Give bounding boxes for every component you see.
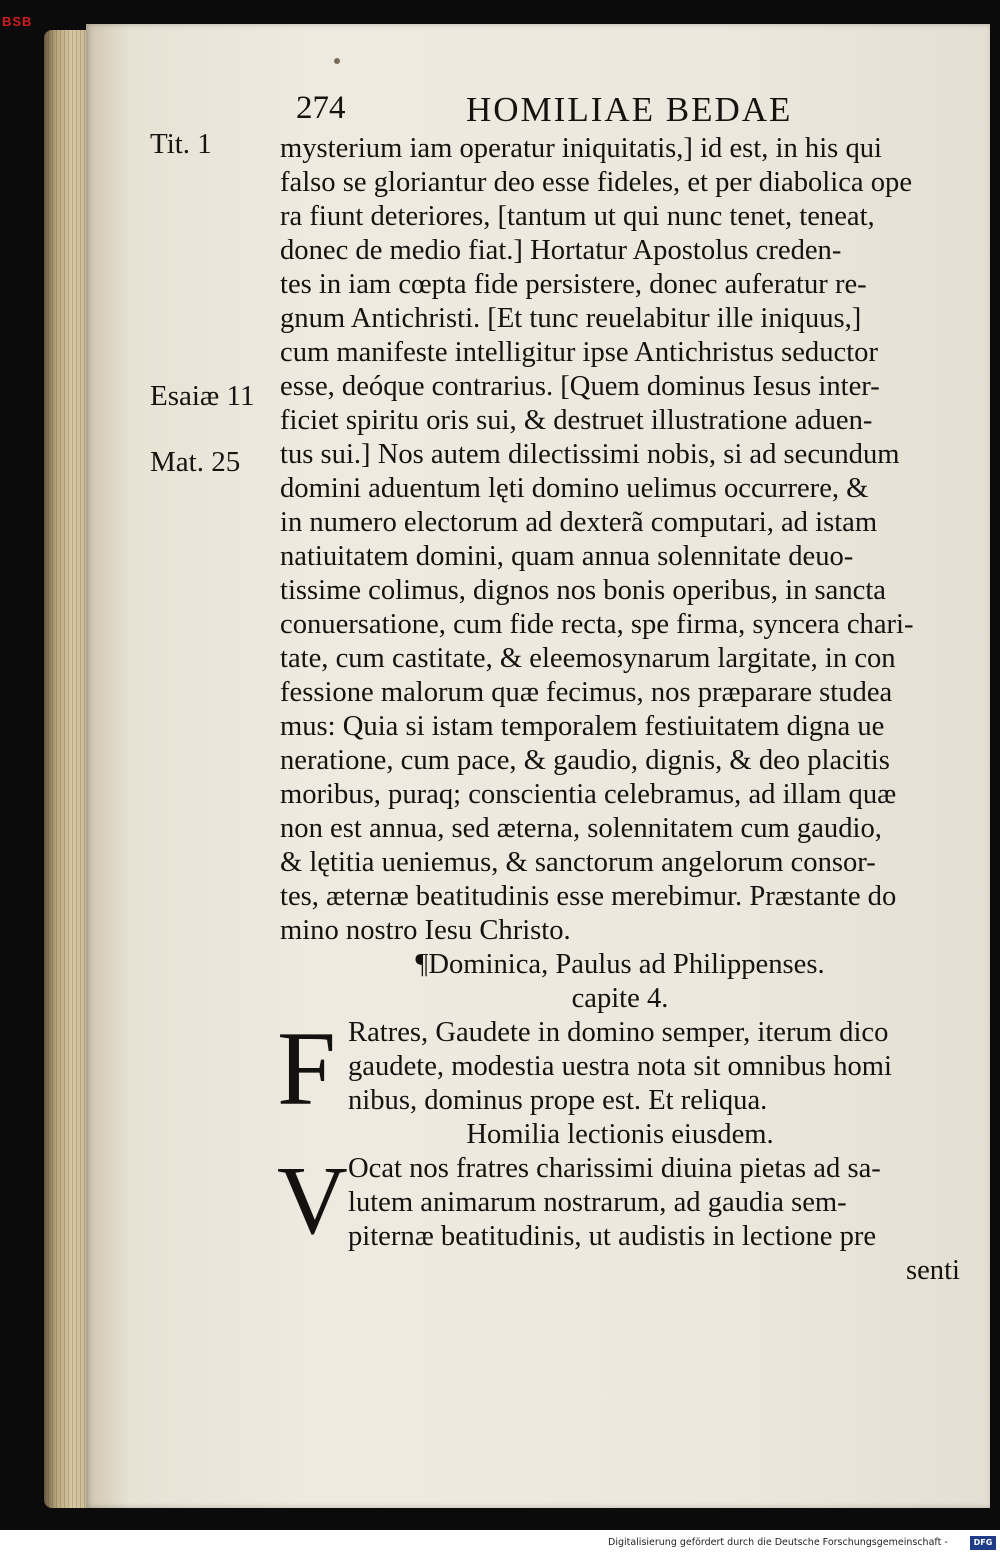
- text-line: tus sui.] Nos autem dilectissimi nobis, si ad secundum: [280, 439, 900, 470]
- margin-note: Mat. 25: [150, 446, 241, 478]
- epistle-line: nibus, dominus prope est. Et reliqua.: [348, 1085, 768, 1116]
- running-head: [296, 90, 936, 130]
- drop-cap: V: [277, 1147, 348, 1255]
- drop-cap: F: [277, 1010, 336, 1127]
- text-line: non est annua, sed æterna, solennitatem cum gaudio,: [280, 813, 882, 844]
- text-line: cum manifeste intelligitur ipse Antichristus seductor: [280, 337, 878, 368]
- running-title: HOMILIAE BEDAE: [466, 90, 793, 129]
- homily-line: lutem animarum nostrarum, ad gaudia sem-: [348, 1187, 847, 1218]
- body-text: [277, 132, 960, 1288]
- text-line: esse, deóque contrarius. [Quem dominus Iesus inter-: [280, 371, 880, 402]
- text-line: tes, æternæ beatitudinis esse merebimur. Præstante do: [280, 881, 897, 912]
- text-line: natiuitatem domini, quam annua solennitate deuo-: [280, 541, 854, 572]
- text-line: in numero electorum ad dexterã computari, ad istam: [280, 507, 878, 538]
- margin-note: Esaiæ 11: [150, 380, 255, 412]
- text-line: donec de medio fiat.] Hortatur Apostolus creden-: [280, 235, 842, 266]
- text-line: tate, cum castitate, & eleemosynarum largitate, in con: [280, 643, 896, 674]
- section-heading: ¶Dominica, Paulus ad Philippenses.: [415, 949, 825, 980]
- page-number: 274: [296, 90, 346, 126]
- bsb-logo: BSB: [2, 14, 33, 29]
- footer: [606, 1536, 1000, 1552]
- text-line: mysterium iam operatur iniquitatis,] id est, in his qui: [280, 133, 882, 164]
- epistle-line: gaudete, modestia uestra nota sit omnibus homi: [348, 1051, 892, 1082]
- homily-heading: Homilia lectionis eiusdem.: [466, 1119, 774, 1150]
- epistle-block: [277, 1010, 960, 1127]
- text-line: ra fiunt deteriores, [tantum ut qui nunc tenet, teneat,: [280, 201, 875, 232]
- epistle-line: Ratres, Gaudete in domino semper, iterum dico: [348, 1017, 889, 1048]
- catchword: senti: [905, 1255, 960, 1286]
- text-line: mino nostro Iesu Christo.: [280, 915, 571, 946]
- body-lines: [280, 132, 960, 948]
- text-line: tes in iam cœpta fide persistere, donec auferatur re-: [280, 269, 867, 300]
- text-line: moribus, puraq; conscientia celebramus, ad illam quæ: [280, 779, 897, 810]
- homily-line: piternæ beatitudinis, ut audistis in lectione pre: [348, 1221, 877, 1252]
- text-line: mus: Quia si istam temporalem festiuitatem digna ue: [280, 711, 885, 742]
- text-line: domini aduentum lęti domino uelimus occurrere, &: [280, 473, 869, 504]
- text-line: neratione, cum pace, & gaudio, dignis, & deo placitis: [280, 745, 890, 776]
- text-line: fessione malorum quæ fecimus, nos præparare studea: [280, 677, 893, 708]
- text-line: ficiet spiritu oris sui, & destruet illustratione aduen-: [280, 405, 873, 436]
- text-line: conuersatione, cum fide recta, spe firma, syncera chari-: [280, 609, 914, 640]
- text-line: tissime colimus, dignos nos bonis operibus, in sancta: [280, 575, 886, 606]
- text-line: gnum Antichristi. [Et tunc reuelabitur ille iniquus,]: [280, 303, 862, 334]
- margin-note: Tit. 1: [150, 128, 212, 160]
- dfg-logo: DFG: [970, 1536, 996, 1550]
- homily-line: Ocat nos fratres charissimi diuina pietas ad sa-: [348, 1153, 881, 1184]
- text-line: falso se gloriantur deo esse fideles, et per diabolica ope: [280, 167, 913, 198]
- homily-block: [277, 1147, 960, 1255]
- footer-text: Digitalisierung gefördert durch die Deutsche Forschungsgemeinschaft -: [608, 1537, 948, 1548]
- page-mark: [334, 58, 340, 64]
- section-subheading: capite 4.: [571, 983, 669, 1014]
- text-line: & lętitia ueniemus, & sanctorum angelorum consor-: [280, 847, 876, 878]
